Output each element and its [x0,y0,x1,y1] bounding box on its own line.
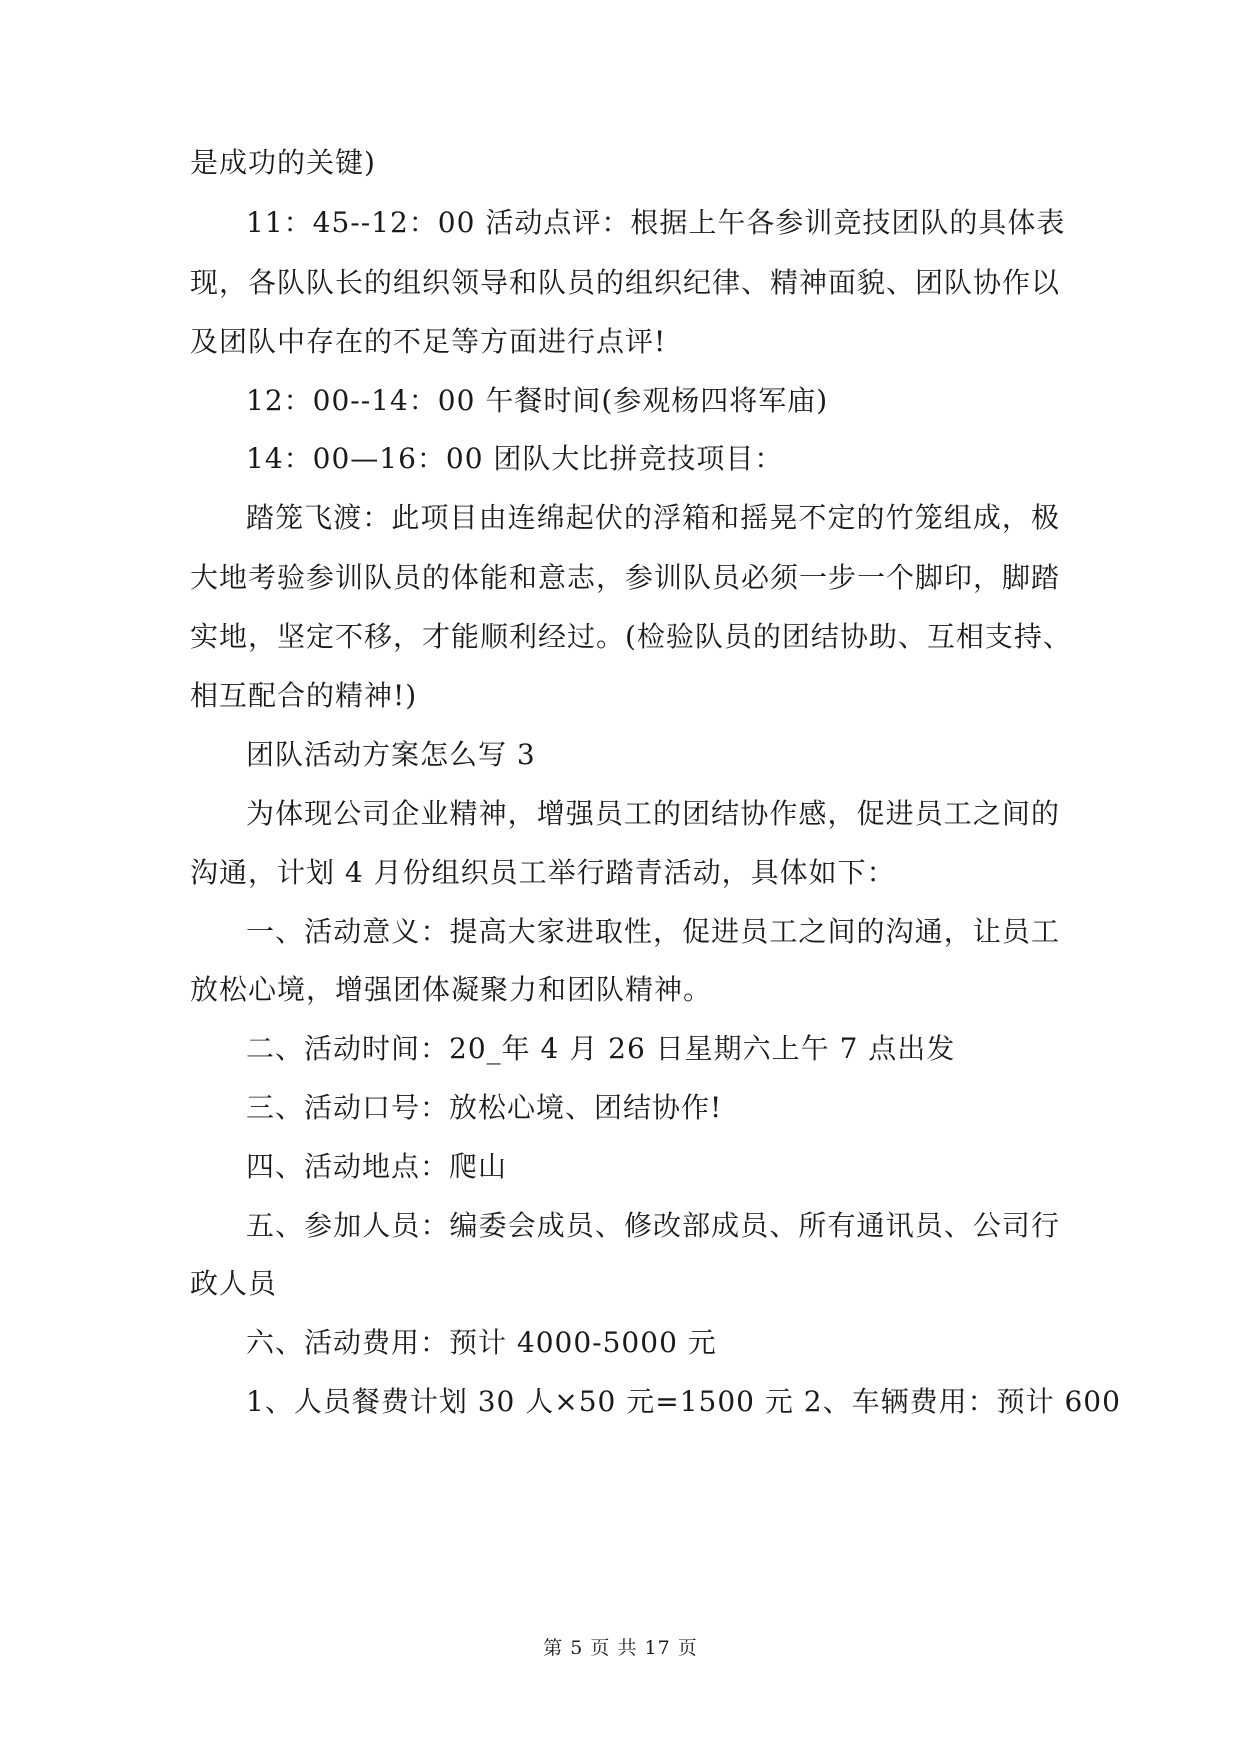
paragraph-line: 14：00—16：00 团队大比拼竞技项目： [246,442,784,475]
paragraph-line: 实地，坚定不移，才能顺利经过。(检验队员的团结协助、互相支持、 [190,620,1072,653]
paragraph-line: 三、活动口号：放松心境、团结协作! [246,1091,723,1124]
paragraph-line: 12：00--14：00 午餐时间(参观杨四将军庙) [246,384,829,417]
paragraph-line: 一、活动意义：提高大家进取性，促进员工之间的沟通，让员工 [246,915,1060,948]
paragraph-line: 放松心境，增强团体凝聚力和团队精神。 [190,973,713,1006]
paragraph-line: 为体现公司企业精神，增强员工的团结协作感，促进员工之间的 [246,797,1060,830]
paragraph-line: 沟通，计划 4 月份组织员工举行踏青活动，具体如下： [190,856,896,889]
page-footer: 第 5 页 共 17 页 [543,1637,698,1659]
paragraph-line: 是成功的关键) [190,146,376,179]
paragraph-line: 现，各队队长的组织领导和队员的组织纪律、精神面貌、团队协作以 [190,266,1061,299]
paragraph-line: 1、人员餐费计划 30 人×50 元=1500 元 2、车辆费用：预计 600 [246,1385,1121,1418]
paragraph-line: 六、活动费用：预计 4000-5000 元 [246,1326,717,1359]
paragraph-line: 政人员 [190,1267,278,1300]
paragraph-line: 相互配合的精神!) [190,679,418,712]
section-heading: 团队活动方案怎么写 3 [246,738,536,771]
paragraph-line: 踏笼飞渡：此项目由连绵起伏的浮箱和摇晃不定的竹笼组成，极 [246,501,1060,534]
paragraph-line: 四、活动地点：爬山 [246,1150,508,1183]
paragraph-line: 大地考验参训队员的体能和意志，参训队员必须一步一个脚印，脚踏 [190,561,1061,594]
paragraph-line: 11：45--12：00 活动点评：根据上午各参训竞技团队的具体表 [246,206,1066,239]
paragraph-line: 二、活动时间：20_年 4 月 26 日星期六上午 7 点出发 [246,1032,956,1065]
paragraph-line: 五、参加人员：编委会成员、修改部成员、所有通讯员、公司行 [246,1209,1060,1242]
paragraph-line: 及团队中存在的不足等方面进行点评! [190,325,667,358]
